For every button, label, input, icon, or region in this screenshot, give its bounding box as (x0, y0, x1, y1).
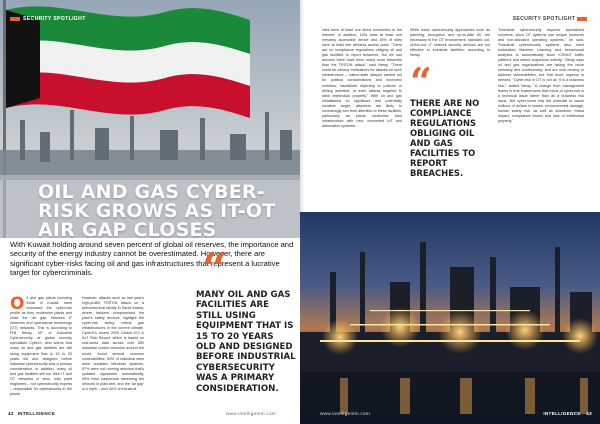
headline-line-3: AIR GAP CLOSES (38, 219, 217, 241)
article-column-2: However, attacks such as last year's high-profile TRITON attack on a petrochemical facility in Saudi Arabia, where hackers compromised the plant's safety devices, highlight the cyber-risk facing critical gas infrastructures in the current climate. CyberX's recent 2019 Global ICS & IIoT Risk Report, which is based on real-world data across over 850 industrial control networks around the world, found several common vulnerabilities: 53% of industrial sites used outdated Windows systems, 57% were not running antivirus that's updated signatures automatically, 69% have passwords traversing the network in plain-text, and the 'air gap' is a myth – over 40% of industrial (82, 296, 144, 391)
section-tag-right: SECURITY SPOTLIGHT (513, 16, 590, 22)
footer-right-url: www.intelligentsi.com (320, 411, 370, 416)
article-column-1: Oil and gas plants including those in Kuwait, have increased the cyber-risk profile as they modernise plants and close the 'air gap' between IT networks and operational technology (OT) networks. This is according to Phil Neray, VP of Industrial Cybersecurity at global security specialists CyberX, who warns that many oil and gas facilities are still using equipment that is 15 to 20 years old and designed before industrial cybersecurity was a primary consideration. In addition, many oil and gas facilities still run their IT and OT networks in silos, with plant engineers – not cybersecurity experts – responsible for cybersecurity in the plants. (10, 294, 72, 396)
right-page (300, 0, 600, 424)
footer-left: 42 INTELLIGENCE (8, 411, 56, 416)
article-column-5: "Industrial cybersecurity requires specialised solutions, since OT systems use unique protocols and non-standard operating systems," he said. "Industrial cybersecurity systems also need embedded Machine Learning and behavioural analytics to automatically learn ICS/IIoT traffic patterns and detect suspicious activity." Neray says oil and gas organisations are taking the issue seriously and continuously, and are now moving to address vulnerabilities, but that more urgency is needed. "Cyber-risk in OT is not an 'it is a business risk'," added Neray. "A change from management teams is that boardrooms that focus of cyber-risk is a technical issue rather than as a business risk issue. But cyber-crime has the potential to cause millions of dollars in losses, environmental damage, human safety risk, as well as downtime, brand impact, compliance issues and loss of intellectual property." (498, 28, 584, 123)
pull-quote-left: MANY OIL AND GAS FACILITIES ARE STILL USING EQUIPMENT THAT IS 15 TO 20 YEARS OLD AND DESIGNED BEFORE INDUSTRIAL CYBERSECURITY WAS A PRIMARY CONSIDERATION. (196, 290, 296, 394)
refinery-night-image (300, 212, 600, 424)
headline (38, 183, 278, 240)
quote-mark-icon: “ (202, 244, 228, 295)
headline-line-1: OIL AND GAS CYBER- (38, 181, 265, 203)
article-column-3: sites have at least one direct connection to the internet. In addition, 16% have at least one remotely accessible device and 16% of sites have at least one wireless access point. "There are no compliance regulations obliging oil and gas facilities to report breaches, but we can assume there have been many more breaches than the TRITON attack," said Neray. "There could be various motivations for attacks on such infrastructure – nation-state attacks carried out for political considerations and economic extortion; hacktivists objecting to policies or drilling activities; or even attacks targeted to steal intellectual property." With oil and gas installations so significant and potentially lucrative target, attackers are likely to increasingly turn their attention to these facilities, particularly as plants modernise their infrastructure with new, connected IoT and automation systems. (322, 28, 402, 128)
standfirst: With Kuwait holding around seven percent of global oil reserves, the importance and security of the energy industry cannot be overestimated. However, there are significant cyber-risks facing oil and gas infrastructures that represent a lucrative target for cybercriminals. (10, 240, 294, 278)
accent-bar (10, 17, 20, 21)
pull-quote-right: THERE ARE NO COMPLIANCE REGULATIONS OBLIGING OIL AND GAS FACILITIES TO REPORT BREACHES. (410, 98, 480, 178)
accent-bar-right (577, 17, 587, 21)
article-column-4: While basic cybersecurity approaches such as patching, encryption and up-to-date AV are necessary in the OT environment, standard out-of-the-box IT network security devices are not effective in industrial facilities, according to Neray. (410, 28, 490, 58)
footer-left-url: www.intelligentsi.com (226, 411, 276, 416)
headline-line-2: RISK GROWS AS IT-OT (38, 200, 276, 222)
dropcap: O (10, 294, 25, 314)
section-tag: SECURITY SPOTLIGHT (10, 16, 86, 22)
footer-right: INTELLIGENCE 43 (543, 411, 592, 416)
quote-mark-icon-right: “ (410, 59, 432, 104)
